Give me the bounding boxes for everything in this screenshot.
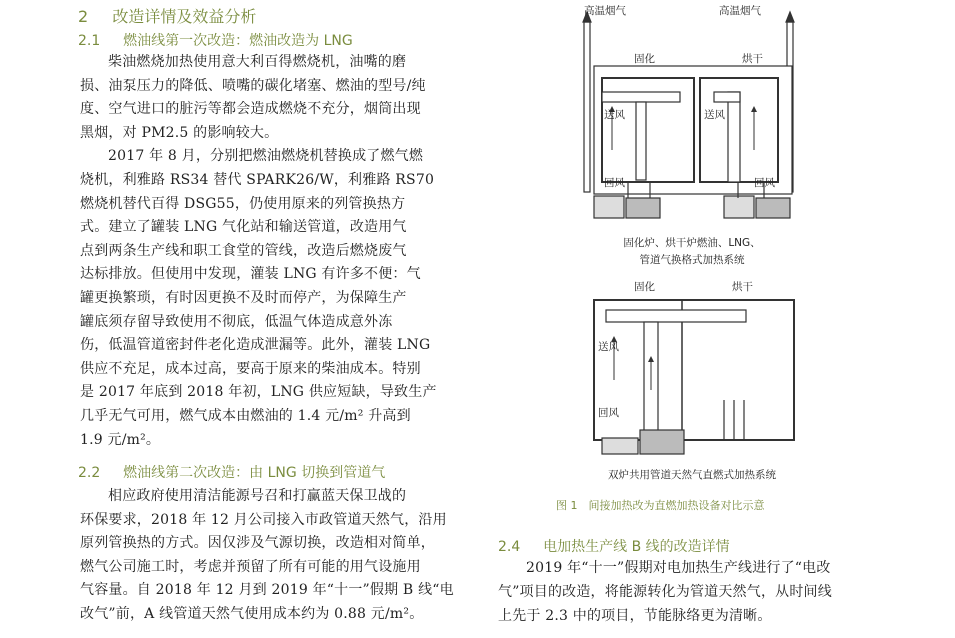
bottom-burner: [602, 438, 638, 454]
text-line: 是 2017 年底到 2018 年初，LNG 供应短缺，导致生产: [80, 384, 437, 401]
subsection-number: 2.4: [498, 539, 521, 555]
figure-diagram: [574, 0, 814, 490]
text-line: 烧机，利雅路 RS34 替代 SPARK26/W，利雅路 RS70: [80, 172, 435, 188]
label-send-right: 送风: [704, 109, 725, 121]
text-line: 燃气公司施工时，考虑并预留了所有可能的用气设施用: [80, 558, 421, 575]
text-line: 燃烧机替代百得 DSG55，仍使用原来的列管换热方: [80, 195, 406, 212]
label-cure-top: 固化: [634, 53, 655, 65]
subsection-number: 2.2: [78, 465, 101, 481]
text-line: 柴油燃烧加热使用意大利百得燃烧机，油嘴的磨: [108, 54, 407, 70]
subsection-2-1-heading: [78, 30, 353, 50]
text-line: 改气”前，A 线管道天然气使用成本约为 0.88 元/m²。: [80, 606, 424, 622]
top-caption-line2: 管道气换格式加热系统: [639, 254, 745, 266]
label-gas-left: 高温烟气: [584, 5, 626, 17]
label-send-bottom: 送风: [598, 341, 619, 353]
text-line: 气容量。自 2018 年 12 月到 2019 年“十一”假期 B 线“电: [80, 582, 454, 599]
text-line: 损、油泵压力的降低、喷嘴的碳化堵塞、燃油的型号/纯: [80, 77, 426, 94]
text-line: 供应不充足，成本过高，要高于原来的柴油成本。特别: [80, 360, 421, 377]
bottom-diagram: [594, 300, 794, 454]
label-cure-bottom: 固化: [634, 281, 655, 293]
text-line: 几乎无气可用，燃气成本由燃油的 1.4 元/m² 升高到: [80, 408, 411, 424]
text-line: 罐底须存留导致使用不彻底，低温气体造成意外冻: [80, 313, 393, 330]
label-return-right: 回风: [754, 177, 775, 189]
text-line: 相应政府使用清洁能源号召和打赢蓝天保卫战的: [108, 488, 407, 504]
right-burner: [724, 196, 754, 218]
text-line: 2017 年 8 月，分别把燃油燃烧机替换成了燃气燃: [108, 148, 424, 165]
text-line: 黑烟，对 PM2.5 的影响较大。: [80, 124, 279, 141]
text-line: 气”项目的改造，将能源转化为管道天然气，从时间线: [498, 584, 832, 600]
text-line: 罐更换繁琐，有时因更换不及时而停产，为保障生产: [80, 290, 407, 306]
text-line: 点到两条生产线和职工食堂的管线，改造后燃烧废气: [80, 242, 407, 259]
subsection-title: 燃油线第二次改造：由 LNG 切换到管道气: [123, 465, 386, 481]
left-chimney: [584, 22, 590, 192]
subsection-title: 燃油线第一次改造：燃油改造为 LNG: [123, 33, 353, 49]
label-send-left: 送风: [604, 109, 625, 121]
text-line: 伤，低温管道密封件老化造成泄漏等。此外，灌装 LNG: [80, 337, 431, 354]
label-gas-right: 高温烟气: [719, 5, 761, 17]
subsection-number: 2.1: [78, 33, 101, 49]
top-caption-line1: 固化炉、烘干炉燃油、LNG、: [623, 237, 761, 249]
text-line: 原列管换热的方式。因仅涉及气源切换，改造相对简单，: [80, 535, 435, 552]
text-line: 式。建立了罐装 LNG 气化站和输送管道，改造用气: [80, 219, 407, 236]
text-line: 1.9 元/m²。: [80, 431, 161, 448]
text-line: 上先于 2.3 中的项目，节能脉络更为清晰。: [498, 608, 772, 624]
label-dry-bottom: 烘干: [732, 281, 753, 293]
label-return-left: 回风: [604, 177, 625, 189]
text-line: 环保要求，2018 年 12 月公司接入市政管道天然气，沿用: [80, 511, 447, 528]
bottom-caption: 双炉共用管道天然气直燃式加热系统: [608, 469, 776, 481]
label-dry-top: 烘干: [742, 53, 763, 65]
left-burner: [594, 196, 624, 218]
section-heading: [78, 4, 256, 27]
text-line: 2019 年“十一”假期对电加热生产线进行了“电改: [526, 560, 831, 576]
subsection-title: 电加热生产线 B 线的改造详情: [543, 539, 730, 555]
subsection-2-4-heading: [498, 536, 730, 556]
section-title: 改造详情及效益分析: [112, 7, 257, 26]
text-line: 度、空气进口的脏污等都会造成燃烧不充分，烟筒出现: [80, 101, 421, 118]
section-number: 2: [78, 7, 89, 26]
subsection-2-2-heading: [78, 462, 385, 482]
text-line: 达标排放。但使用中发现，灌装 LNG 有许多不便：气: [80, 266, 421, 283]
label-return-bottom: 回风: [598, 407, 619, 419]
figure-caption: 图 1 间接加热改为直燃加热设备对比示意: [556, 499, 765, 512]
